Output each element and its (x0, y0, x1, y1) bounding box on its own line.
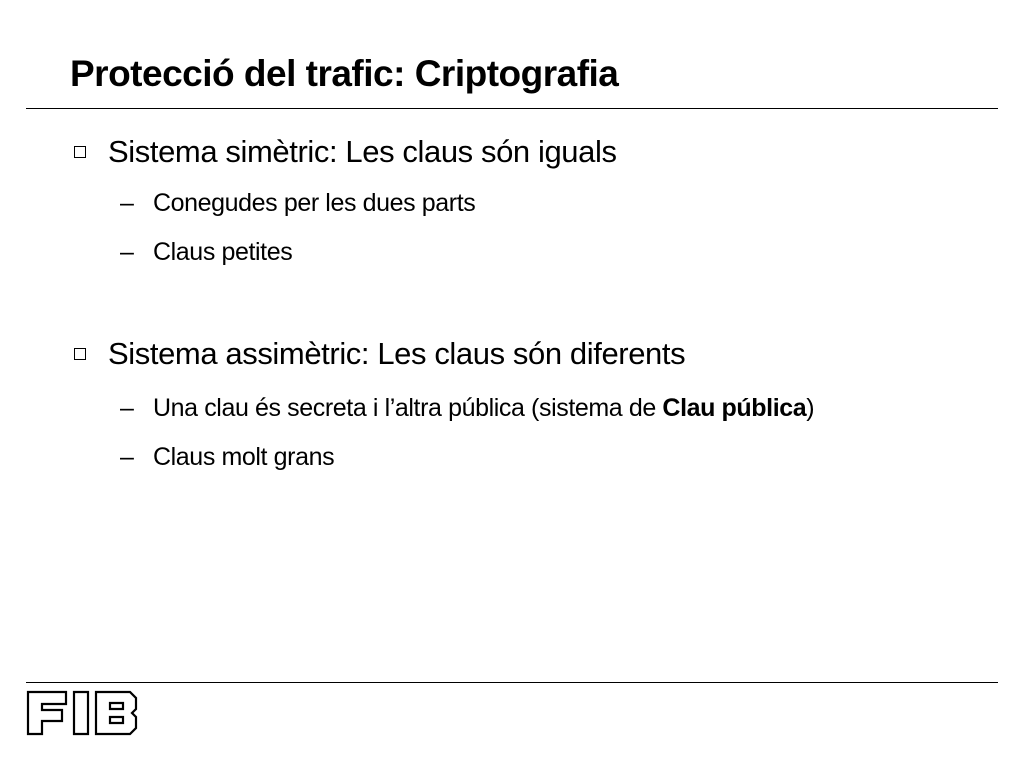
sub-item (120, 441, 334, 473)
sub-item-text: Claus molt grans (153, 443, 335, 471)
dash-marker: – (120, 443, 134, 471)
sub-item-text-part: Una clau és secreta i l’altra pública (sistema de (153, 394, 663, 422)
sub-item-text (153, 392, 814, 424)
bold-term: Clau pública (662, 394, 807, 422)
sub-item-text: Claus petites (153, 238, 293, 266)
sub-item (120, 236, 292, 268)
bullet-text: Sistema assimètric: Les claus són diferents (108, 336, 686, 371)
hollow-square-bullet-icon (74, 146, 86, 158)
sub-item (120, 392, 814, 424)
sub-item (120, 187, 475, 219)
bullet-item-asymmetric (74, 335, 685, 373)
title-divider (26, 108, 998, 109)
bullet-item-symmetric (74, 133, 617, 171)
dash-marker: – (120, 238, 134, 266)
dash-marker: – (120, 189, 134, 217)
sub-item-text: Conegudes per les dues parts (153, 189, 476, 217)
slide-title: Protecció del trafic: Criptografia (70, 53, 619, 94)
hollow-square-bullet-icon (74, 348, 86, 360)
fib-logo (26, 690, 138, 736)
sub-item-text-part: ) (806, 394, 815, 422)
footer-divider (26, 682, 998, 683)
bullet-text: Sistema simètric: Les claus són iguals (108, 134, 617, 169)
dash-marker: – (120, 394, 134, 422)
